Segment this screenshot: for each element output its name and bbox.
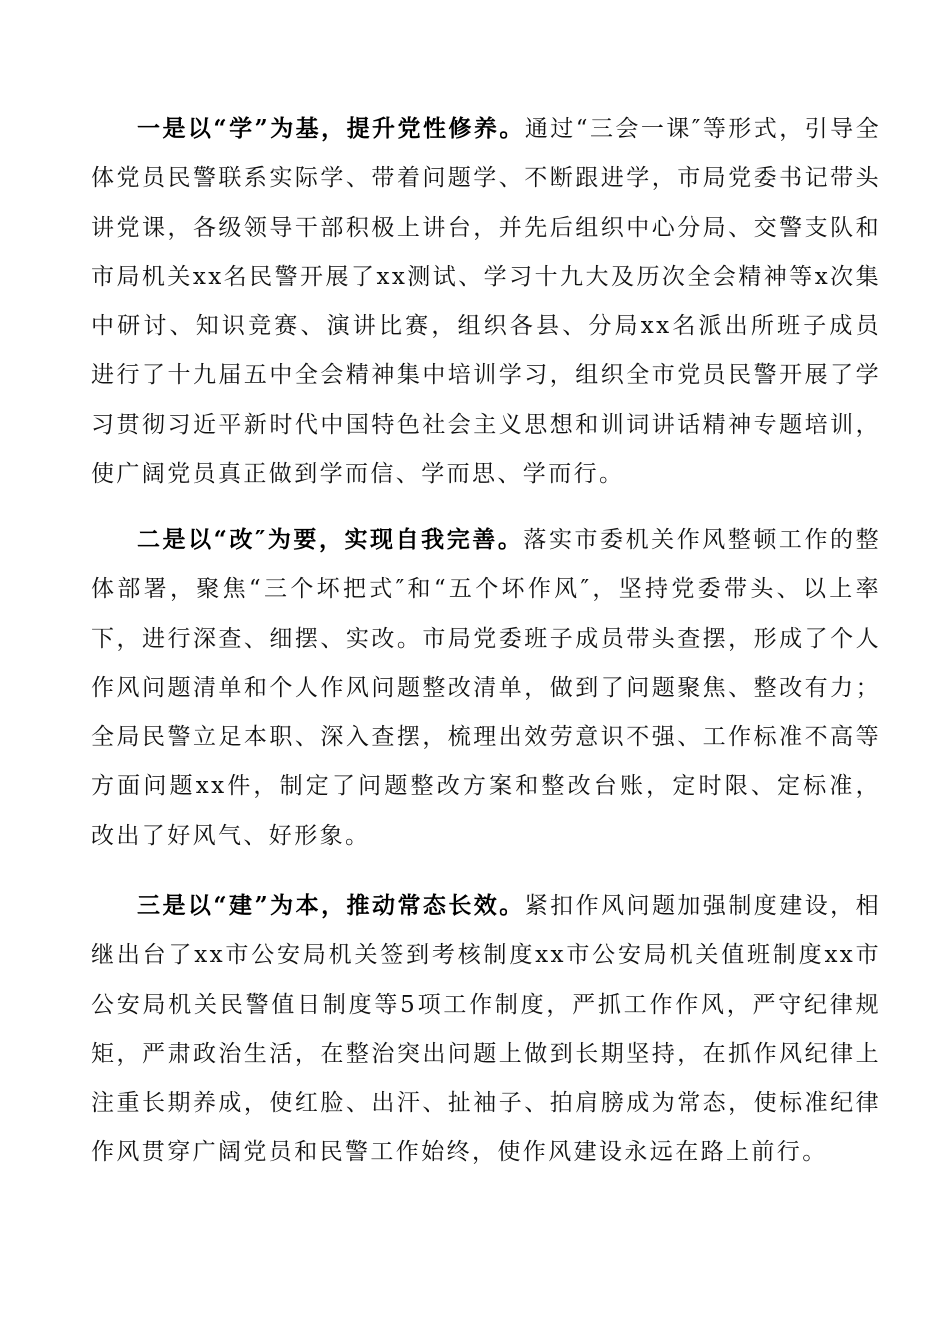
paragraph-build <box>91 881 881 1178</box>
paragraph-body: 紧扣作风问题加强制度建设，相继出台了xx市公安局机关签到考核制度xx市公安局机关值班制度xx市公安局机关民警值日制度等5项工作制度，严抓工作作风，严守纪律规矩，严肃政治生活，在整治突出问题上做到长期坚持，在抓作风纪律上注重长期养成，使红脸、出汗、扯袖子、拍肩膀成为常态，使标准纪律作风贯穿广阔党员和民警工作始终，使作风建设永远在路上前行。 <box>91 893 882 1166</box>
paragraph-body: 通过“三会一课″等形式，引导全体党员民警联系实际学、带着问题学、不断跟进学，市局党委书记带头讲党课，各级领导干部积极上讲台，并先后组织中心分局、交警支队和市局机关xx名民警开展了xx测试、学习十九大及历次全会精神等x次集中研讨、知识竞赛、演讲比赛，组织各县、分局xx名派出所班子成员进行了十九届五中全会精神集中培训学习，组织全市党员民警开展了学习贯彻习近平新时代中国特色社会主义思想和训词讲话精神专题培训，使广阔党员真正做到学而信、学而思、学而行。 <box>91 116 881 488</box>
paragraph-lead: 一是以“学”为基，提升党性修养。 <box>137 115 525 142</box>
paragraph-lead: 三是以“建”为本，推动常态长效。 <box>137 892 525 919</box>
paragraph-body: 落实市委机关作风整顿工作的整体部署，聚焦“三个坏把式″和“五个坏作风″，坚持党委带头、以上率下，进行深查、细摆、实改。市局党委班子成员带头查摆，形成了个人作风问题清单和个人作风问题整改清单，做到了问题聚焦、整改有力；全局民警立足本职、深入查摆，梳理出效劳意识不强、工作标准不高等方面问题xx件，制定了问题整改方案和整改台账，定时限、定标准，改出了好风气、好形象。 <box>91 527 882 849</box>
paragraph-lead: 二是以“改″为要，实现自我完善。 <box>137 526 524 553</box>
paragraph-study <box>91 104 881 499</box>
paragraph-reform <box>91 515 881 861</box>
